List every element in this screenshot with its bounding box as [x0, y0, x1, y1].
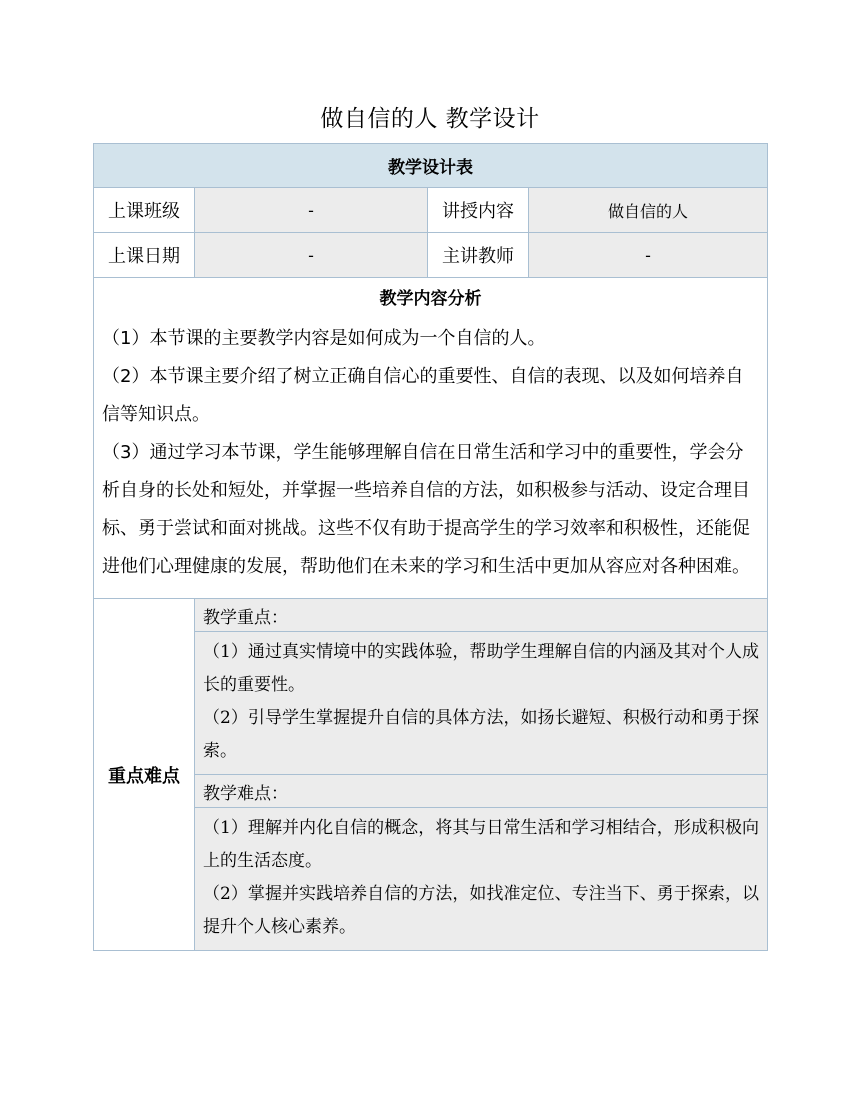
focus-content — [195, 632, 768, 775]
teacher-label: 主讲教师 — [428, 233, 529, 278]
content-value: 做自信的人 — [529, 188, 768, 233]
difficulty-content — [195, 808, 768, 951]
key-points-label: 重点难点 — [94, 599, 195, 951]
table-row — [94, 233, 768, 278]
difficulty-item: （1）理解并内化自信的概念，将其与日常生活和学习相结合，形成积极向上的生活态度。 — [203, 818, 759, 871]
analysis-paragraph: （3）通过学习本节课，学生能够理解自信在日常生活和学习中的重要性，学会分析自身的长处和短处，并掌握一些培养自信的方法，如积极参与活动、设定合理目标、勇于尝试和面对挑战。这些不仅有助于提高学生的学习效率和积极性，还能促进他们心理健康的发展，帮助他们在未来的学习和生活中更加从容应对各种困难。 — [102, 442, 750, 577]
analysis-paragraph: （1）本节课的主要教学内容是如何成为一个自信的人。 — [102, 328, 546, 349]
table-row — [94, 188, 768, 233]
content-label: 讲授内容 — [428, 188, 529, 233]
date-value: - — [195, 233, 428, 278]
class-value: - — [195, 188, 428, 233]
content-analysis-section — [94, 278, 768, 599]
document-title: 做自信的人 教学设计 — [320, 106, 540, 132]
focus-title: 教学重点： — [195, 599, 768, 632]
difficulty-title: 教学难点： — [195, 775, 768, 808]
table-header: 教学设计表 — [94, 144, 768, 188]
analysis-title: 教学内容分析 — [379, 289, 482, 309]
class-label: 上课班级 — [94, 188, 195, 233]
difficulty-item: （2）掌握并实践培养自信的方法，如找准定位、专注当下、勇于探索，以提升个人核心素养。 — [203, 884, 759, 937]
focus-item: （2）引导学生掌握提升自信的具体方法，如扬长避短、积极行动和勇于探索。 — [203, 708, 759, 761]
lesson-design-table — [93, 143, 768, 951]
analysis-paragraph: （2）本节课主要介绍了树立正确自信心的重要性、自信的表现、以及如何培养自信等知识点。 — [102, 366, 744, 425]
focus-item: （1）通过真实情境中的实践体验，帮助学生理解自信的内涵及其对个人成长的重要性。 — [203, 642, 759, 695]
teacher-value: - — [529, 233, 768, 278]
date-label: 上课日期 — [94, 233, 195, 278]
